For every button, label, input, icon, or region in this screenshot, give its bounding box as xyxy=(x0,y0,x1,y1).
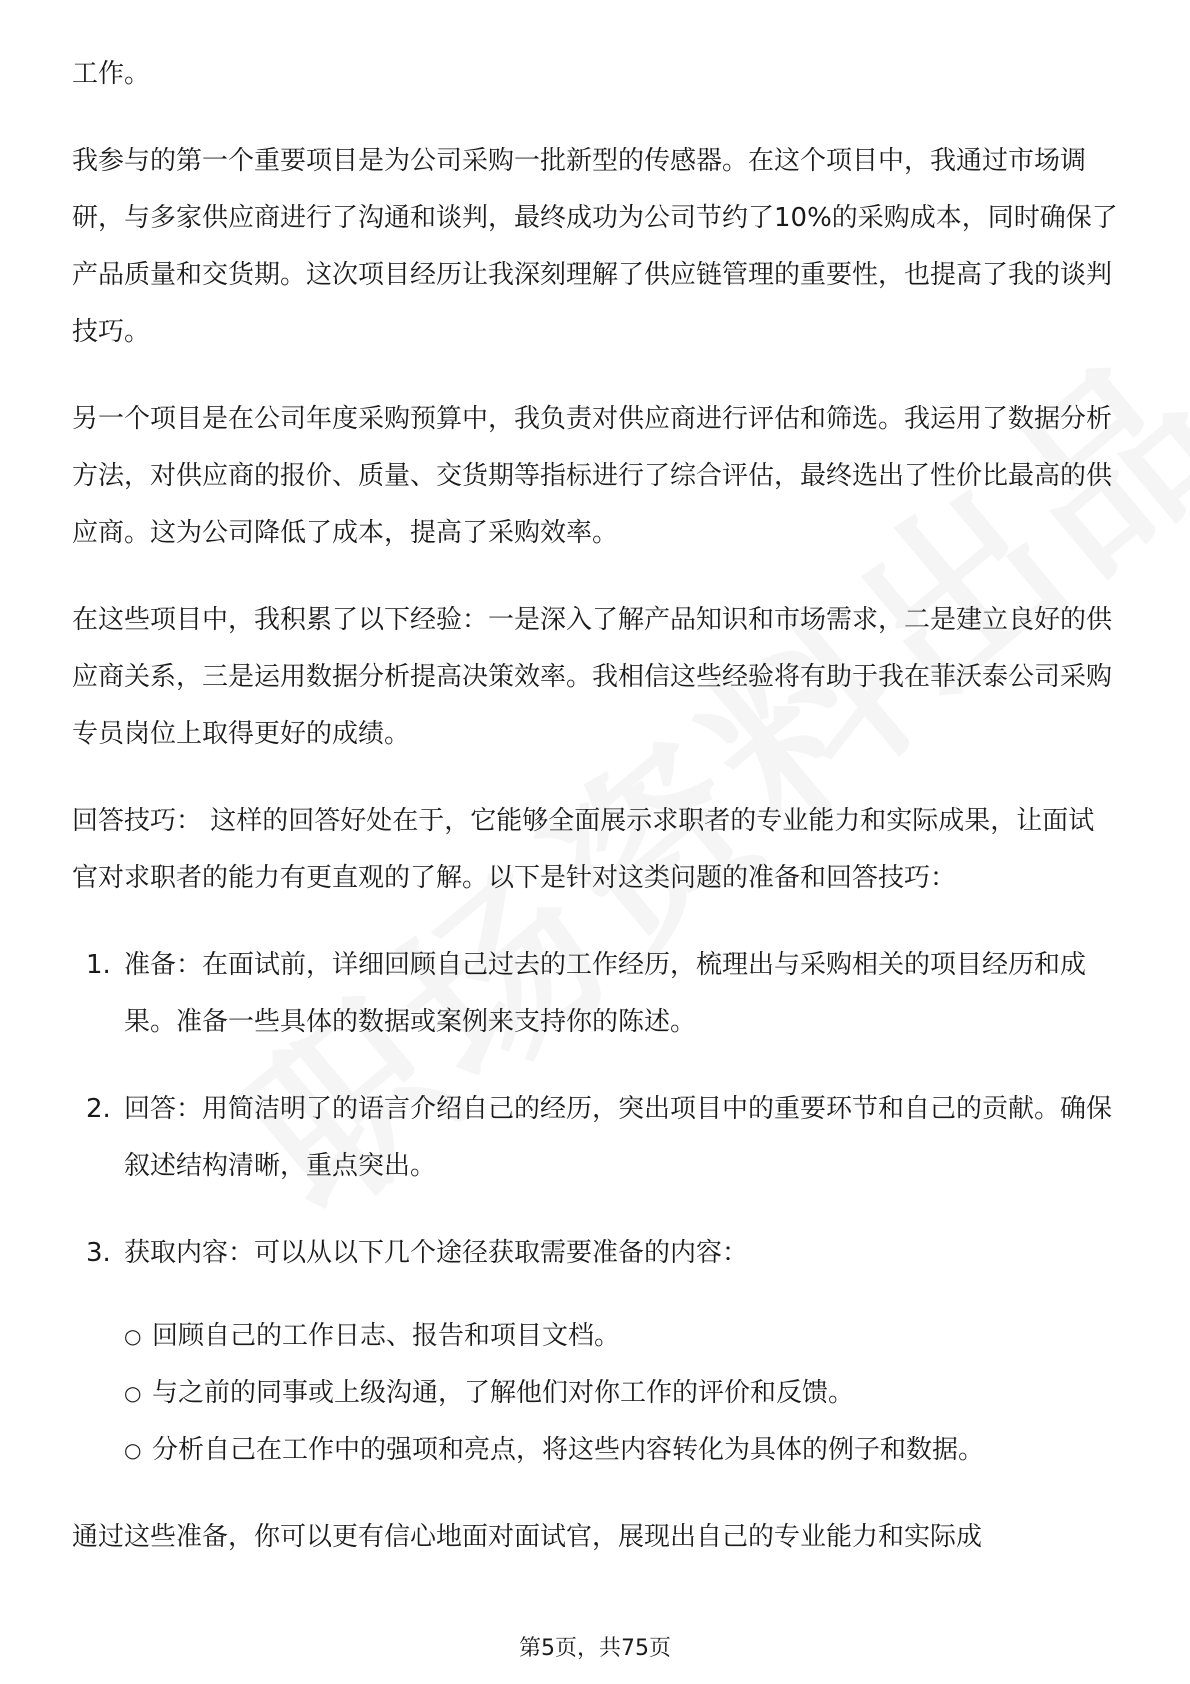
paragraph-answer-tips: 回答技巧： 这样的回答好处在于，它能够全面展示求职者的专业能力和实际成果，让面试官对求职者的能力有更直观的了解。以下是针对这类问题的准备和回答技巧： xyxy=(72,806,1095,893)
tip-item-prepare xyxy=(72,937,1118,1051)
tips-list xyxy=(72,937,1118,1479)
source-text: 与之前的同事或上级沟通，了解他们对你工作的评价和反馈。 xyxy=(152,1378,855,1408)
tip-text: 准备：在面试前，详细回顾自己过去的工作经历，梳理出与采购相关的项目经历和成果。准备一些具体的数据或案例来支持你的陈述。 xyxy=(124,950,1087,1037)
paragraph-project-two: 另一个项目是在公司年度采购预算中，我负责对供应商进行评估和筛选。我运用了数据分析方法，对供应商的报价、质量、交货期等指标进行了综合评估，最终选出了性价比最高的供应商。这为公司降低了成本，提高了采购效率。 xyxy=(72,404,1113,548)
circle-bullet-icon: ○ xyxy=(124,1324,142,1348)
source-text: 回顾自己的工作日志、报告和项目文档。 xyxy=(152,1321,621,1351)
source-text: 分析自己在工作中的强项和亮点，将这些内容转化为具体的例子和数据。 xyxy=(152,1435,985,1465)
source-item xyxy=(124,1365,1118,1422)
tip-number: 2. xyxy=(86,1094,111,1124)
tip-text: 回答：用简洁明了的语言介绍自己的经历，突出项目中的重要环节和自己的贡献。确保叙述结构清晰，重点突出。 xyxy=(124,1094,1113,1181)
tip-number: 1. xyxy=(86,950,111,980)
paragraph-experience: 在这些项目中，我积累了以下经验：一是深入了解产品知识和市场需求，二是建立良好的供应商关系，三是运用数据分析提高决策效率。我相信这些经验将有助于我在菲沃泰公司采购专员岗位上取得更好的成绩。 xyxy=(72,605,1113,749)
paragraph-project-one: 我参与的第一个重要项目是为公司采购一批新型的传感器。在这个项目中，我通过市场调研，与多家供应商进行了沟通和谈判，最终成功为公司节约了10%的采购成本，同时确保了产品质量和交货期。这次项目经历让我深刻理解了供应链管理的重要性，也提高了我的谈判技巧。 xyxy=(72,146,1118,347)
source-item xyxy=(124,1308,1118,1365)
source-item xyxy=(124,1422,1118,1479)
paragraph-conclusion: 通过这些准备，你可以更有信心地面对面试官，展现出自己的专业能力和实际成 xyxy=(72,1522,983,1552)
page-number: 第5页，共75页 xyxy=(519,1636,671,1661)
circle-bullet-icon: ○ xyxy=(124,1381,142,1405)
tip-item-answer xyxy=(72,1081,1118,1195)
circle-bullet-icon: ○ xyxy=(124,1438,142,1462)
tip-number: 3. xyxy=(86,1238,111,1268)
document-body xyxy=(72,46,1118,1596)
tip-text: 获取内容：可以从以下几个途径获取需要准备的内容： xyxy=(124,1238,749,1268)
sources-list xyxy=(124,1308,1118,1479)
tip-item-obtain-content xyxy=(72,1225,1118,1479)
paragraph-continuation: 工作。 xyxy=(72,59,151,89)
